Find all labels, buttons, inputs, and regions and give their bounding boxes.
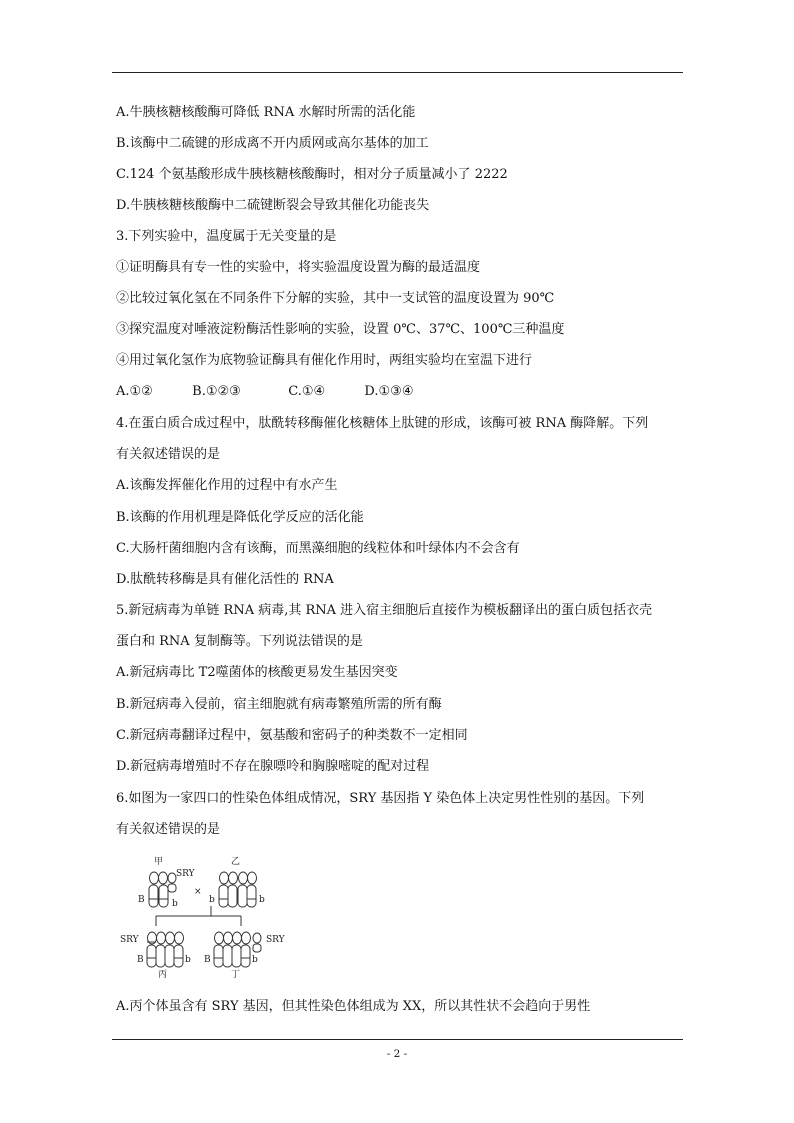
label-b-ding: b [252, 955, 258, 965]
q5-option-d: D.新冠病毒增殖时不存在腺嘌呤和胸腺嘧啶的配对过程 [116, 759, 430, 774]
q2-option-d: D.牛胰核糖核酸酶中二硫键断裂会导致其催化功能丧失 [116, 198, 430, 213]
q5-stem-line2: 蛋白和 RNA 复制酶等。下列说法错误的是 [116, 634, 363, 649]
label-jia: 甲 [154, 857, 164, 867]
q6-option-a: A.丙个体虽含有 SRY 基因，但其性染色体组成为 XX，所以其性状不会趋向于男性 [116, 999, 591, 1014]
label-yi: 乙 [231, 857, 241, 867]
q3-item-3: ③探究温度对唾液淀粉酶活性影响的实验，设置 0℃、37℃、100℃三种温度 [116, 322, 565, 337]
label-B-jia: B [138, 895, 145, 905]
q3-option-b: B.①②③ [192, 384, 241, 399]
q3-options [116, 383, 413, 401]
q5-option-a: A.新冠病毒比 T2噬菌体的核酸更易发生基因突变 [116, 665, 398, 680]
label-b-jia: b [172, 899, 178, 909]
label-bing: 丙 [158, 970, 168, 980]
label-ding: 丁 [231, 970, 241, 980]
q4-option-b: B.该酶的作用机理是降低化学反应的活化能 [116, 510, 364, 525]
q6-stem-line1: 6.如图为一家四口的性染色体组成情况，SRY 基因指 Y 染色体上决定男性性别的基因。下列 [116, 791, 645, 806]
label-sry-ding: SRY [266, 935, 285, 945]
q3-item-2: ②比较过氧化氢在不同条件下分解的实验，其中一支试管的温度设置为 90℃ [116, 291, 555, 306]
q3-option-c: C.①④ [288, 384, 326, 399]
q4-stem-line2: 有关叙述错误的是 [116, 447, 221, 462]
q4-stem-line1: 4.在蛋白质合成过程中，肽酰转移酶催化核糖体上肽键的形成，该酶可被 RNA 酶降解。下列 [116, 416, 649, 431]
q6-stem-line2: 有关叙述错误的是 [116, 822, 221, 837]
page-number: - 2 - [386, 1048, 408, 1060]
jia-y-chromosome [168, 873, 176, 892]
label-b-yi-right: b [259, 895, 265, 905]
q2-option-c: C.124 个氨基酸形成牛胰核糖核酸酶时，相对分子质量减小了 2222 [116, 167, 508, 182]
q4-option-a: A.该酶发挥催化作用的过程中有水产生 [116, 478, 338, 493]
label-b-bing: b [185, 955, 191, 965]
q3-item-4: ④用过氧化氢作为底物验证酶具有催化作用时，两组实验均在室温下进行 [116, 353, 533, 368]
q5-option-c: C.新冠病毒翻译过程中，氨基酸和密码子的种类数不一定相同 [116, 728, 468, 743]
q2-option-a: A.牛胰核糖核酸酶可降低 RNA 水解时所需的活化能 [116, 105, 416, 120]
q3-item-1: ①证明酶具有专一性的实验中，将实验温度设置为酶的最适温度 [116, 260, 481, 275]
q4-option-d: D.肽酰转移酶是具有催化活性的 RNA [116, 572, 334, 587]
label-cross: × [194, 887, 202, 897]
label-B-ding: B [204, 955, 211, 965]
jia-x-chromosome [149, 872, 168, 907]
sex-chromosome-figure [116, 850, 306, 980]
bing-chromosomes [147, 932, 184, 967]
yi-x-chromosomes [219, 872, 257, 907]
label-sry-bing: SRY [120, 935, 139, 945]
q4-option-c: C.大肠杆菌细胞内含有该酶，而黑藻细胞的线粒体和叶绿体内不会含有 [116, 541, 520, 556]
q3-option-a: A.①② [116, 384, 153, 399]
label-b-yi-left: b [209, 895, 215, 905]
label-B-bing: B [137, 955, 144, 965]
header-rule [112, 72, 683, 73]
q3-option-d: D.①③④ [364, 384, 414, 399]
footer-rule [112, 1039, 683, 1040]
q5-stem-line1: 5.新冠病毒为单链 RNA 病毒,其 RNA 进入宿主细胞后直接作为模板翻译出的蛋白质包括衣壳 [116, 603, 653, 618]
q5-option-b: B.新冠病毒入侵前，宿主细胞就有病毒繁殖所需的所有酶 [116, 697, 442, 712]
q2-option-b: B.该酶中二硫键的形成离不开内质网或高尔基体的加工 [116, 136, 429, 151]
q3-stem: 3.下列实验中，温度属于无关变量的是 [116, 229, 337, 244]
label-sry-jia: SRY [176, 869, 195, 879]
